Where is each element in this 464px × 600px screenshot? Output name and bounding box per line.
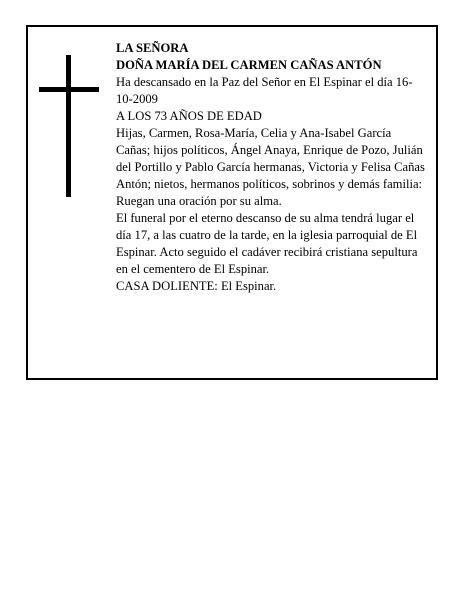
notice-title: LA SEÑORA	[116, 41, 189, 55]
obituary-notice	[26, 25, 438, 380]
mourning-house: CASA DOLIENTE: El Espinar.	[116, 279, 277, 293]
deceased-name: DOÑA MARÍA DEL CARMEN CAÑAS ANTÓN	[116, 58, 382, 72]
family-list: Hijas, Carmen, Rosa-María, Celia y Ana-Isabel García Cañas; hijos políticos, Ángel Anaya, Enrique de Pozo, Julián del Portillo y Pablo García hermanas, Victoria y Felisa Cañas Antón; nietos, hermanos políticos, sobrinos y demás familia:	[116, 126, 425, 191]
death-statement: Ha descansado en la Paz del Señor en El Espinar el día 16-10-2009	[116, 75, 413, 106]
prayer-request: Ruegan una oración por su alma.	[116, 194, 282, 208]
cross-horizontal-bar	[39, 87, 99, 92]
funeral-info: El funeral por el eterno descanso de su alma tendrá lugar el día 17, a las cuatro de la tarde, en la iglesia parroquial de El Espinar. Acto seguido el cadáver recibirá cristiana sepultura en el cementero de El Espinar.	[116, 211, 418, 276]
age-statement: A LOS 73 AÑOS DE EDAD	[116, 109, 262, 123]
cross-vertical-bar	[66, 55, 71, 197]
cross-icon	[39, 55, 99, 197]
notice-text	[116, 40, 428, 295]
